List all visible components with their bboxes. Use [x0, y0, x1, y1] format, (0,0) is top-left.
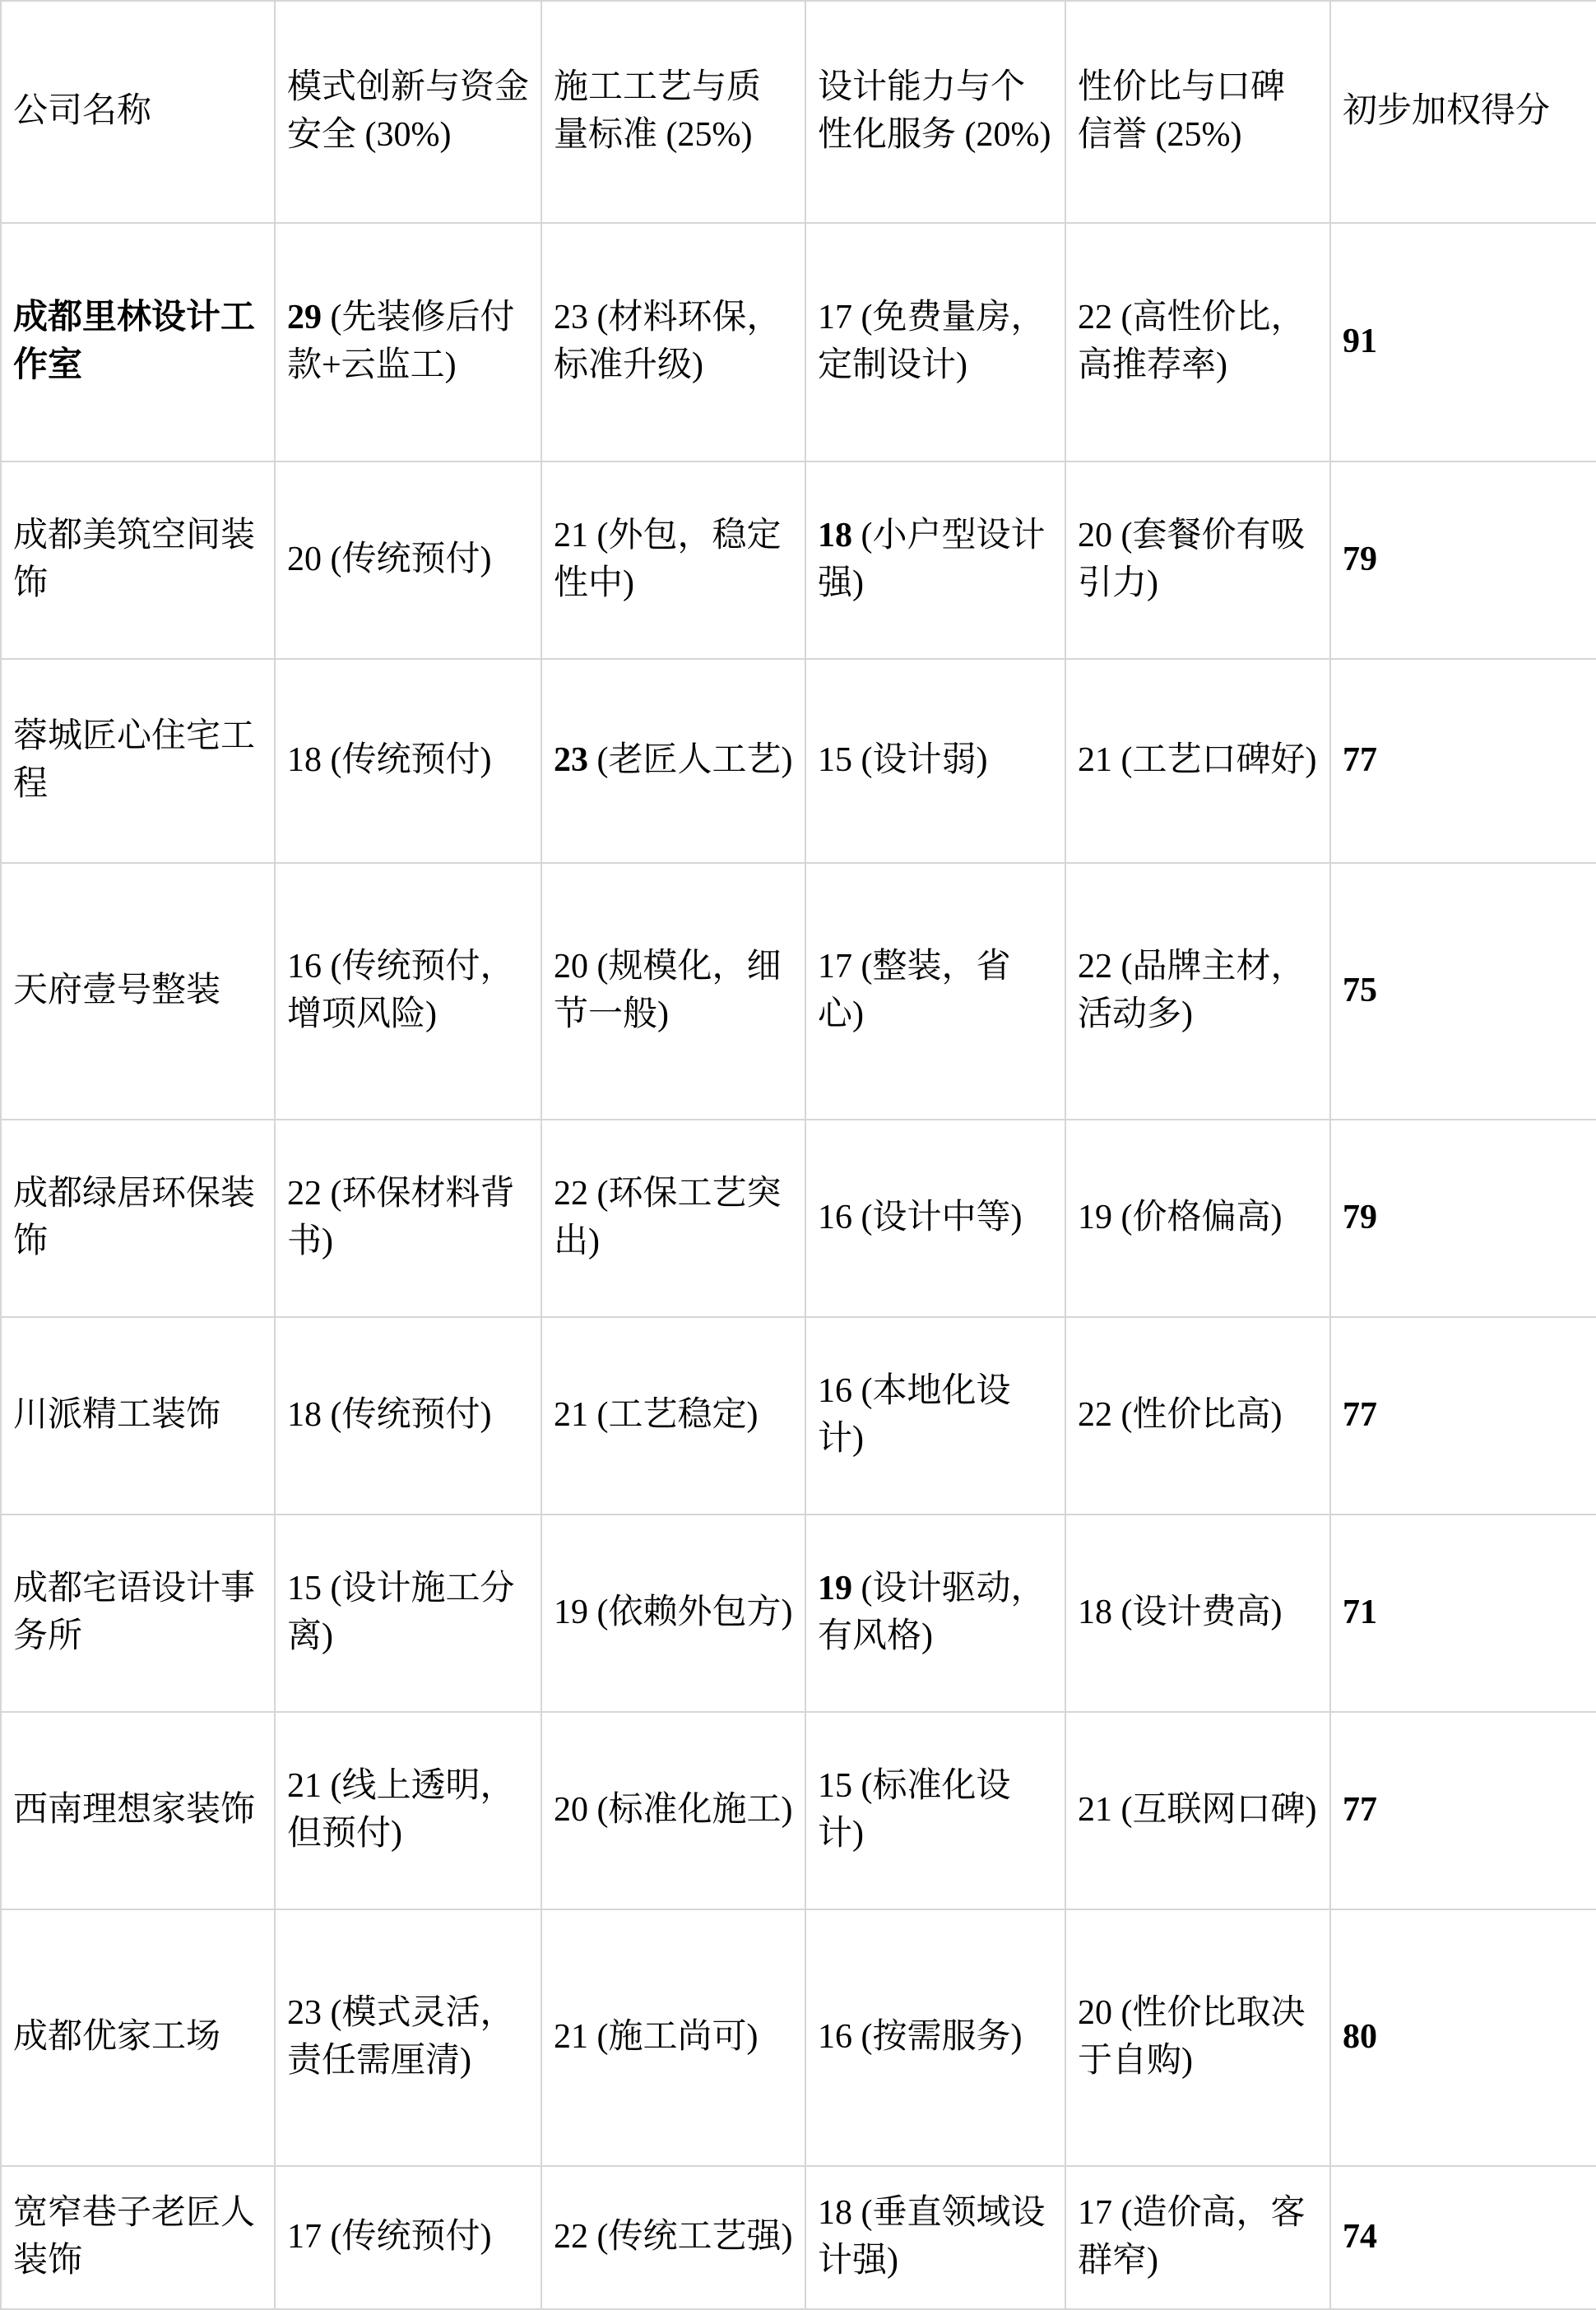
score-note: (材料环保，标准升级) — [554, 299, 782, 384]
score-note: (老匠人工艺) — [596, 741, 793, 780]
design-score-cell — [805, 659, 1065, 863]
total-score-cell — [1330, 1120, 1596, 1317]
company-name-cell — [1, 2166, 275, 2309]
score-value: 22 — [1078, 1396, 1112, 1435]
header-design-service: 设计能力与个性化服务 (20%) — [805, 1, 1065, 223]
company-name-cell — [1, 1712, 275, 1909]
company-name: 蓉城匠心住宅工程 — [13, 717, 256, 803]
score-note: (施工尚可) — [596, 2018, 759, 2057]
table-row — [1, 1514, 1596, 1712]
value-score-cell — [1065, 1514, 1330, 1712]
score-note: (垂直领域设计强) — [818, 2194, 1046, 2280]
score-note: (按需服务) — [861, 2018, 1023, 2057]
score-note: (互联网口碑) — [1120, 1791, 1317, 1830]
score-value: 21 — [1078, 741, 1112, 780]
score-value: 23 — [554, 299, 588, 337]
score-note: (价格偏高) — [1120, 1199, 1283, 1237]
score-value: 22 — [1078, 299, 1112, 337]
total-score-cell — [1330, 1909, 1596, 2166]
score-value: 21 — [287, 1767, 322, 1806]
design-score-cell — [805, 2166, 1065, 2309]
score-note: (外包，稳定性中) — [554, 517, 782, 602]
score-note: (小户型设计强) — [818, 517, 1046, 602]
header-mode-innovation: 模式创新与资金安全 (30%) — [275, 1, 541, 223]
value-score-cell — [1065, 863, 1330, 1120]
score-note: (设计费高) — [1120, 1593, 1283, 1632]
score-value: 20 — [1078, 517, 1112, 555]
score-note: (设计弱) — [861, 741, 988, 780]
total-score: 79 — [1343, 1199, 1377, 1237]
score-value: 23 — [287, 1994, 322, 2033]
score-note: (传统预付) — [330, 2218, 492, 2257]
score-note: (先装修后付款+云监工) — [287, 299, 515, 384]
design-score-cell — [805, 1712, 1065, 1909]
design-score-cell — [805, 462, 1065, 659]
total-score: 74 — [1343, 2218, 1377, 2257]
score-value: 16 — [287, 948, 322, 986]
company-name: 成都宅语设计事务所 — [13, 1570, 256, 1655]
table-row — [1, 863, 1596, 1120]
company-name: 西南理想家装饰 — [13, 1791, 256, 1830]
total-score: 79 — [1343, 540, 1377, 579]
table-row — [1, 1712, 1596, 1909]
mode-score-cell — [275, 223, 541, 462]
company-name-cell — [1, 1909, 275, 2166]
total-score-cell — [1330, 462, 1596, 659]
score-value: 16 — [818, 1199, 852, 1237]
company-name: 成都里林设计工作室 — [13, 299, 256, 384]
company-name: 天府壹号整装 — [13, 972, 221, 1010]
score-note: (工艺口碑好) — [1120, 741, 1317, 780]
design-score-cell — [805, 223, 1065, 462]
company-name: 宽窄巷子老匠人装饰 — [13, 2194, 256, 2280]
company-name-cell — [1, 462, 275, 659]
score-note: (设计中等) — [861, 1199, 1023, 1237]
score-note: (性价比高) — [1120, 1396, 1283, 1435]
company-name: 川派精工装饰 — [13, 1396, 221, 1435]
construction-score-cell — [541, 1317, 805, 1514]
score-value: 16 — [818, 1372, 852, 1411]
score-value: 22 — [1078, 948, 1112, 986]
company-name-cell — [1, 1514, 275, 1712]
score-note: (整装，省心) — [818, 948, 1011, 1033]
score-value: 18 — [818, 2194, 852, 2233]
score-value: 21 — [1078, 1791, 1112, 1830]
score-note: (高性价比，高推荐率) — [1078, 299, 1306, 384]
total-score: 75 — [1343, 972, 1377, 1010]
score-value: 18 — [287, 741, 322, 780]
score-value: 21 — [554, 2018, 588, 2057]
design-score-cell — [805, 1514, 1065, 1712]
mode-score-cell — [275, 659, 541, 863]
mode-score-cell — [275, 1909, 541, 2166]
header-company-name: 公司名称 — [1, 1, 275, 223]
table-row — [1, 1317, 1596, 1514]
score-value: 21 — [554, 517, 588, 555]
company-name-cell — [1, 1120, 275, 1317]
score-note: (性价比取决于自购) — [1078, 1994, 1306, 2080]
score-note: (设计施工分离) — [287, 1570, 515, 1655]
mode-score-cell — [275, 1120, 541, 1317]
construction-score-cell — [541, 1909, 805, 2166]
value-score-cell — [1065, 1712, 1330, 1909]
value-score-cell — [1065, 1909, 1330, 2166]
score-value: 17 — [818, 948, 852, 986]
score-value: 20 — [1078, 1994, 1112, 2033]
score-note: (传统工艺强) — [596, 2218, 793, 2257]
mode-score-cell — [275, 863, 541, 1120]
mode-score-cell — [275, 1514, 541, 1712]
score-value: 15 — [818, 1767, 852, 1806]
score-value: 17 — [818, 299, 852, 337]
table-row — [1, 1909, 1596, 2166]
mode-score-cell — [275, 1317, 541, 1514]
score-note: (模式灵活，责任需厘清) — [287, 1994, 515, 2080]
company-name-cell — [1, 659, 275, 863]
score-note: (环保材料背书) — [287, 1175, 515, 1260]
header-row — [1, 1, 1596, 223]
score-value: 17 — [287, 2218, 322, 2257]
score-value: 29 — [287, 299, 322, 337]
design-score-cell — [805, 1909, 1065, 2166]
total-score: 77 — [1343, 741, 1377, 780]
total-score-cell — [1330, 1317, 1596, 1514]
construction-score-cell — [541, 863, 805, 1120]
score-note: (标准化施工) — [596, 1791, 793, 1830]
table-row — [1, 659, 1596, 863]
score-value: 15 — [818, 741, 852, 780]
company-name-cell — [1, 863, 275, 1120]
company-name: 成都绿居环保装饰 — [13, 1175, 256, 1260]
total-score-cell — [1330, 1712, 1596, 1909]
score-note: (工艺稳定) — [596, 1396, 759, 1435]
total-score: 71 — [1343, 1593, 1377, 1632]
score-note: (免费量房，定制设计) — [818, 299, 1046, 384]
score-value: 18 — [1078, 1593, 1112, 1632]
construction-score-cell — [541, 659, 805, 863]
score-note: (传统预付) — [330, 540, 492, 579]
total-score-cell — [1330, 2166, 1596, 2309]
mode-score-cell — [275, 462, 541, 659]
score-value: 18 — [287, 1396, 322, 1435]
total-score-cell — [1330, 659, 1596, 863]
score-value: 20 — [554, 1791, 588, 1830]
construction-score-cell — [541, 1514, 805, 1712]
score-value: 19 — [818, 1570, 852, 1608]
score-note: (传统预付) — [330, 741, 492, 780]
design-score-cell — [805, 863, 1065, 1120]
company-name-cell — [1, 1317, 275, 1514]
score-note: (依赖外包方) — [596, 1593, 793, 1632]
score-note: (线上透明，但预付) — [287, 1767, 515, 1853]
company-name: 成都美筑空间装饰 — [13, 517, 256, 602]
value-score-cell — [1065, 659, 1330, 863]
score-value: 23 — [554, 741, 588, 780]
total-score-cell — [1330, 863, 1596, 1120]
company-name: 成都优家工场 — [13, 2018, 221, 2057]
score-value: 17 — [1078, 2194, 1112, 2233]
company-name-cell — [1, 223, 275, 462]
header-value-reputation: 性价比与口碑信誉 (25%) — [1065, 1, 1330, 223]
score-note: (造价高，客群窄) — [1078, 2194, 1306, 2280]
construction-score-cell — [541, 2166, 805, 2309]
construction-score-cell — [541, 1120, 805, 1317]
mode-score-cell — [275, 1712, 541, 1909]
construction-score-cell — [541, 223, 805, 462]
score-value: 19 — [554, 1593, 588, 1632]
table-row — [1, 1120, 1596, 1317]
mode-score-cell — [275, 2166, 541, 2309]
score-value: 22 — [554, 2218, 588, 2257]
score-value: 19 — [1078, 1199, 1112, 1237]
construction-score-cell — [541, 1712, 805, 1909]
construction-score-cell — [541, 462, 805, 659]
score-note: (标准化设计) — [818, 1767, 1011, 1853]
header-construction-quality: 施工工艺与质量标准 (25%) — [541, 1, 805, 223]
value-score-cell — [1065, 2166, 1330, 2309]
score-value: 22 — [554, 1175, 588, 1213]
score-note: (环保工艺突出) — [554, 1175, 782, 1260]
score-note: (传统预付) — [330, 1396, 492, 1435]
total-score-cell — [1330, 1514, 1596, 1712]
score-value: 16 — [818, 2018, 852, 2057]
total-score: 91 — [1343, 322, 1377, 361]
score-value: 20 — [287, 540, 322, 579]
score-note: (规模化，细节一般) — [554, 948, 782, 1033]
score-value: 18 — [818, 517, 852, 555]
value-score-cell — [1065, 223, 1330, 462]
total-score: 77 — [1343, 1791, 1377, 1830]
total-score: 80 — [1343, 2018, 1377, 2057]
total-score-cell — [1330, 223, 1596, 462]
score-note: (设计驱动，有风格) — [818, 1570, 1046, 1655]
table-row — [1, 2166, 1596, 2309]
value-score-cell — [1065, 1317, 1330, 1514]
design-score-cell — [805, 1317, 1065, 1514]
score-value: 21 — [554, 1396, 588, 1435]
value-score-cell — [1065, 1120, 1330, 1317]
design-score-cell — [805, 1120, 1065, 1317]
score-note: (传统预付，增项风险) — [287, 948, 515, 1033]
total-score: 77 — [1343, 1396, 1377, 1435]
score-note: (本地化设计) — [818, 1372, 1011, 1458]
score-note: (品牌主材，活动多) — [1078, 948, 1306, 1033]
value-score-cell — [1065, 462, 1330, 659]
score-value: 22 — [287, 1175, 322, 1213]
score-value: 20 — [554, 948, 588, 986]
header-weighted-score: 初步加权得分 — [1330, 1, 1596, 223]
score-note: (套餐价有吸引力) — [1078, 517, 1306, 602]
score-value: 15 — [287, 1570, 322, 1608]
table-row — [1, 223, 1596, 462]
table-row — [1, 462, 1596, 659]
